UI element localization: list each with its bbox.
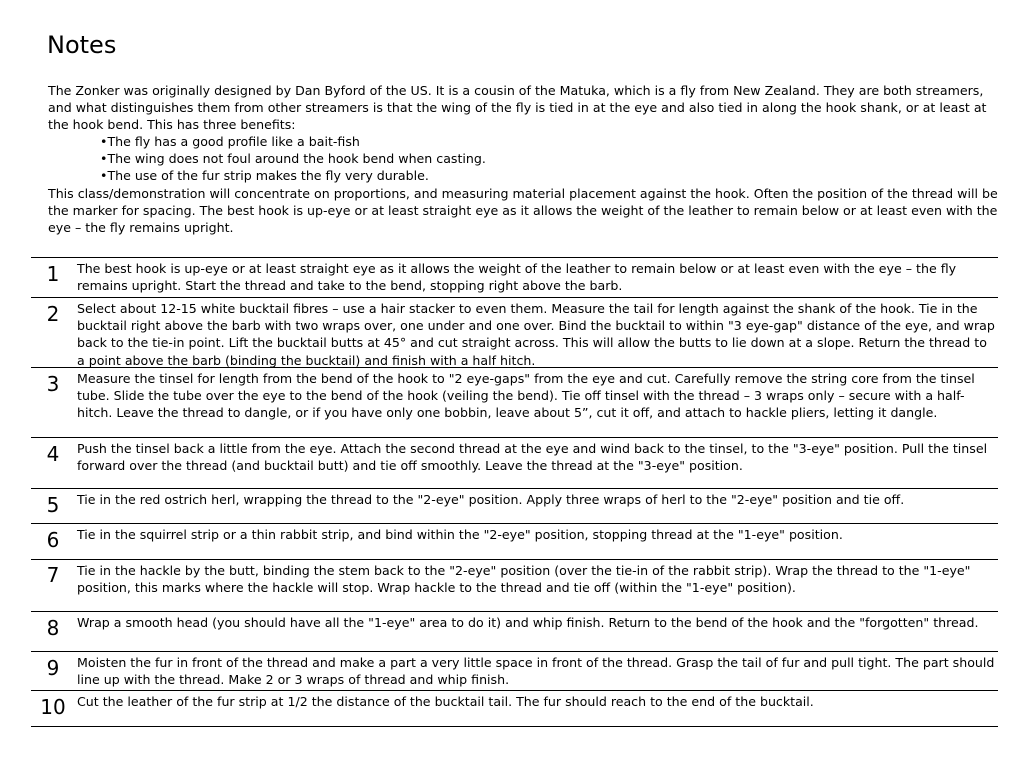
step-row xyxy=(31,368,998,438)
steps-table xyxy=(31,257,998,727)
step-text: Tie in the red ostrich herl, wrapping the thread to the "2-eye" position. Apply three wraps of herl to the "2-eye" position and tie off. xyxy=(77,492,905,507)
step-row xyxy=(31,560,998,612)
step-text: Moisten the fur in front of the thread and make a part a very little space in front of the thread. Grasp the tail of fur and pull tight. The part should line up with the thread. Make 2 or 3 wraps of thread and whip finish. xyxy=(77,655,995,688)
step-row xyxy=(31,691,998,727)
step-number: 6 xyxy=(46,528,60,552)
benefit-item: • The wing does not foul around the hook bend when casting. xyxy=(48,150,998,167)
step-row xyxy=(31,524,998,560)
step-row xyxy=(31,258,998,298)
step-text: Wrap a smooth head (you should have all the "1-eye" area to do it) and whip finish. Return to the bend of the hook and the "forgotten" thread. xyxy=(77,615,979,630)
step-row xyxy=(31,438,998,489)
step-row xyxy=(31,489,998,524)
step-text: The best hook is up-eye or at least straight eye as it allows the weight of the leather to remain below or at least even with the eye – the fly remains upright. Start the thread and take to the bend, stopping right above the barb. xyxy=(77,261,957,294)
step-number: 3 xyxy=(46,372,60,396)
benefit-item: • The fly has a good profile like a bait-fish xyxy=(48,133,998,150)
step-text: Tie in the hackle by the butt, binding the stem back to the "2-eye" position (over the tie-in of the rabbit strip). Wrap the thread to the "1-eye" position, this marks where the hackle will stop. Wrap hackle to the thread and tie off (within the "1-eye" position). xyxy=(77,563,971,596)
step-number: 1 xyxy=(46,262,60,286)
step-text: Measure the tinsel for length from the bend of the hook to "2 eye-gaps" from the eye and cut. Carefully remove the string core from the tinsel tube. Slide the tube over the eye to the bend of the hook (veiling the bend). Tie off tinsel with the thread – 3 wraps only – secure with a half-hitch. Leave the thread to dangle, or if you have only one bobbin, leave about 5”, cut it off, and attach to hackle pliers, letting it dangle. xyxy=(77,371,975,421)
benefits-list xyxy=(48,133,998,184)
step-text: Tie in the squirrel strip or a thin rabbit strip, and bind within the "2-eye" position, stopping thread at the "1-eye" position. xyxy=(77,527,843,542)
step-row xyxy=(31,298,998,368)
intro-section xyxy=(48,82,998,236)
intro-paragraph: This class/demonstration will concentrate on proportions, and measuring material placement against the hook. Often the position of the thread will be the marker for spacing. The best hook is up-eye or at least straight eye as it allows the weight of the leather to remain below or at least even with the eye – the fly remains upright. xyxy=(48,185,998,235)
step-row xyxy=(31,612,998,652)
step-number: 8 xyxy=(46,616,60,640)
step-text: Push the tinsel back a little from the eye. Attach the second thread at the eye and wind back to the tinsel, to the "3-eye" position. Pull the tinsel forward over the thread (and bucktail butt) and tie off smoothly. Leave the thread at the "3-eye" position. xyxy=(77,441,988,474)
intro-paragraph: The Zonker was originally designed by Dan Byford of the US. It is a cousin of the Matuka, which is a fly from New Zealand. They are both streamers, and what distinguishes them from other streamers is that the wing of the fly is tied in at the eye and also tied in along the hook shank, or at least at the hook bend. This has three benefits: xyxy=(48,83,987,133)
step-number: 4 xyxy=(46,442,60,466)
step-number: 10 xyxy=(40,695,66,719)
step-number: 9 xyxy=(46,656,60,680)
step-number: 7 xyxy=(46,563,60,587)
step-row xyxy=(31,652,998,691)
step-text: Cut the leather of the fur strip at 1/2 the distance of the bucktail tail. The fur should reach to the end of the bucktail. xyxy=(77,694,814,709)
step-number: 5 xyxy=(46,493,60,517)
page-title: Notes xyxy=(47,31,117,59)
step-text: Select about 12-15 white bucktail fibres – use a hair stacker to even them. Measure the tail for length against the shank of the hook. Tie in the bucktail right above the barb with two wraps over, one under and one over. Bind the bucktail to within "3 eye-gap" distance of the eye, and wrap back to the tie-in point. Lift the bucktail butts at 45° and cut straight across. This will allow the butts to lie down at a slope. Return the thread to a point above the barb (binding the bucktail) and finish with a half hitch. xyxy=(77,301,995,368)
step-number: 2 xyxy=(46,302,60,326)
benefit-item: • The use of the fur strip makes the fly very durable. xyxy=(48,167,998,184)
